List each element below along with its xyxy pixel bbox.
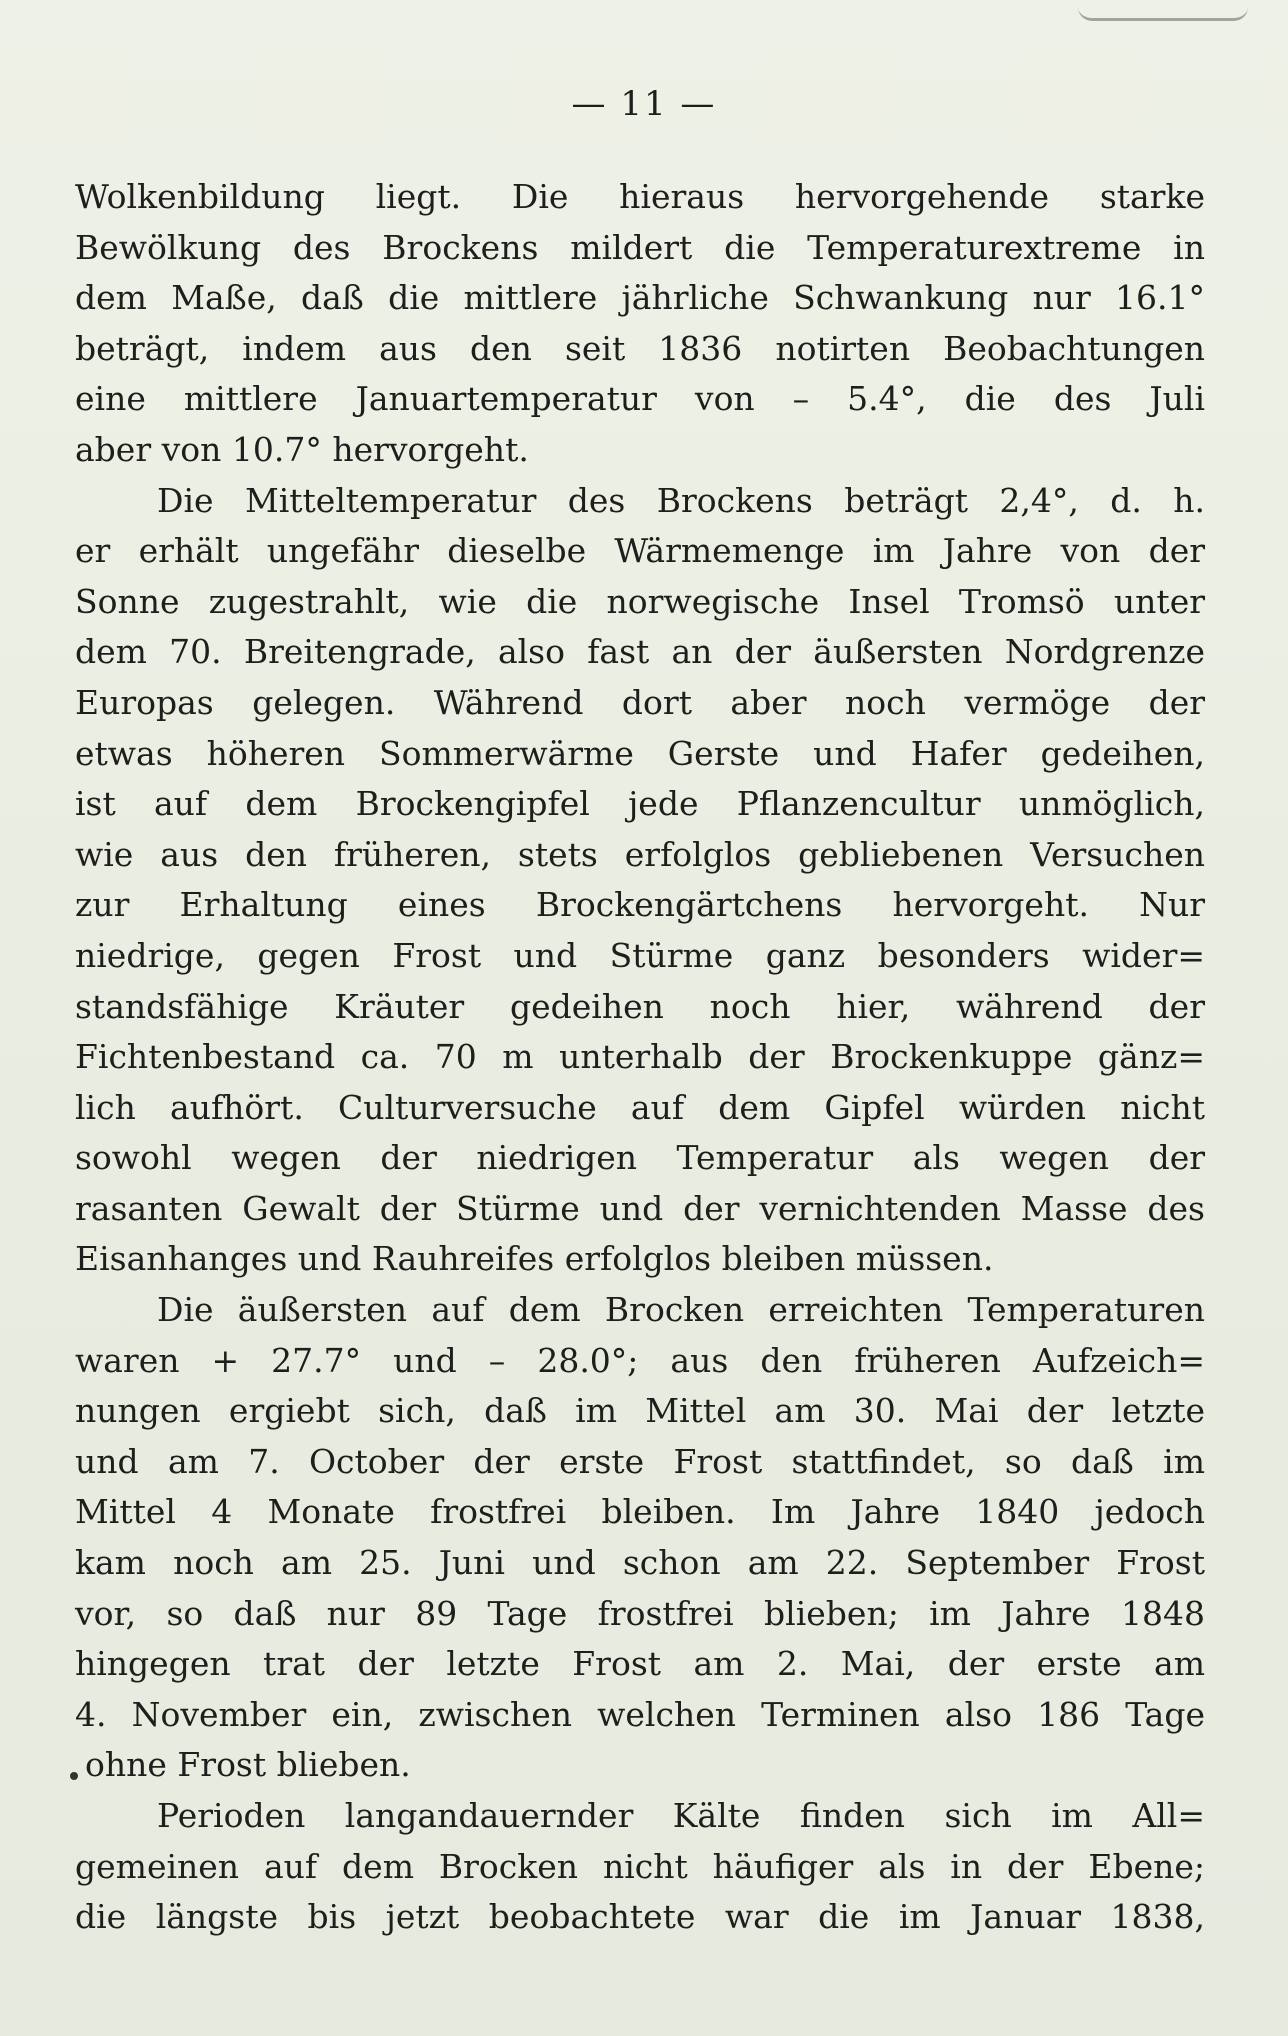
text-line: Die Mitteltemperatur des Brockens beträgt 2,4°, d. h. xyxy=(157,480,1205,520)
text-line: wie aus den früheren, stets erfolglos gebliebenen Versuchen xyxy=(75,834,1205,874)
body-text xyxy=(75,172,1205,1943)
text-line: die längste bis jetzt beobachtete war die im Januar 1838, xyxy=(75,1897,1205,1937)
text-line: aber von 10.7° hervorgeht. xyxy=(75,429,529,469)
text-line: und am 7. October der erste Frost stattfindet, so daß im xyxy=(75,1441,1205,1481)
text-line: niedrige, gegen Frost und Stürme ganz besonders wider= xyxy=(75,935,1205,975)
text-line: Perioden langandauernder Kälte finden sich im All= xyxy=(157,1796,1205,1835)
text-line: nungen ergiebt sich, daß im Mittel am 30. Mai der letzte xyxy=(75,1391,1205,1431)
text-line: sowohl wegen der niedrigen Temperatur als wegen der xyxy=(75,1138,1205,1178)
text-line: Die äußersten auf dem Brocken erreichten Temperaturen xyxy=(157,1290,1205,1330)
text-line: dem 70. Breitengrade, also fast an der äußersten Nordgrenze xyxy=(75,632,1205,672)
text-line: Bewölkung des Brockens mildert die Temperaturextreme in xyxy=(75,227,1205,267)
text-line: er erhält ungefähr dieselbe Wärmemenge im Jahre von der xyxy=(75,531,1205,571)
text-line: zur Erhaltung eines Brockengärtchens hervorgeht. Nur xyxy=(75,885,1205,925)
text-line: standsfähige Kräuter gedeihen noch hier, während der xyxy=(75,986,1205,1026)
text-line: ist auf dem Brockengipfel jede Pflanzencultur unmöglich, xyxy=(75,784,1205,824)
text-line: Wolkenbildung liegt. Die hieraus hervorgehende starke xyxy=(75,177,1205,216)
text-line: waren + 27.7° und – 28.0°; aus den früheren Aufzeich= xyxy=(75,1340,1205,1380)
text-line: Sonne zugestrahlt, wie die norwegische Insel Tromsö unter xyxy=(75,581,1205,621)
text-line: Eisanhanges und Rauhreifes erfolglos bleiben müssen. xyxy=(75,1239,994,1279)
text-line: Europas gelegen. Während dort aber noch vermöge der xyxy=(75,682,1205,722)
text-line: beträgt, indem aus den seit 1836 notirten Beobachtungen xyxy=(75,328,1205,368)
print-dot-mark xyxy=(70,1772,78,1780)
text-line: Mittel 4 Monate frostfrei bleiben. Im Jahre 1840 jedoch xyxy=(75,1492,1205,1532)
text-line: kam noch am 25. Juni und schon am 22. September Frost xyxy=(75,1543,1205,1583)
text-line: vor, so daß nur 89 Tage frostfrei blieben; im Jahre 1848 xyxy=(75,1593,1205,1633)
page-edge-mark xyxy=(1078,0,1248,21)
page-number: — 11 — xyxy=(571,84,717,124)
text-line: gemeinen auf dem Brocken nicht häufiger als in der Ebene; xyxy=(75,1846,1205,1886)
text-line: dem Maße, daß die mittlere jährliche Schwankung nur 16.1° xyxy=(75,278,1205,318)
text-line: Fichtenbestand ca. 70 m unterhalb der Brockenkuppe gänz= xyxy=(75,1037,1205,1077)
text-line: 4. November ein, zwischen welchen Terminen also 186 Tage xyxy=(75,1694,1205,1734)
text-line: ohne Frost blieben. xyxy=(85,1745,411,1785)
text-line: hingegen trat der letzte Frost am 2. Mai, der erste am xyxy=(75,1644,1205,1684)
text-line: lich aufhört. Culturversuche auf dem Gipfel würden nicht xyxy=(75,1087,1205,1127)
text-line: etwas höheren Sommerwärme Gerste und Hafer gedeihen, xyxy=(75,733,1205,773)
text-line: eine mittlere Januartemperatur von – 5.4°, die des Juli xyxy=(75,379,1205,419)
text-line: rasanten Gewalt der Stürme und der vernichtenden Masse des xyxy=(75,1188,1205,1228)
